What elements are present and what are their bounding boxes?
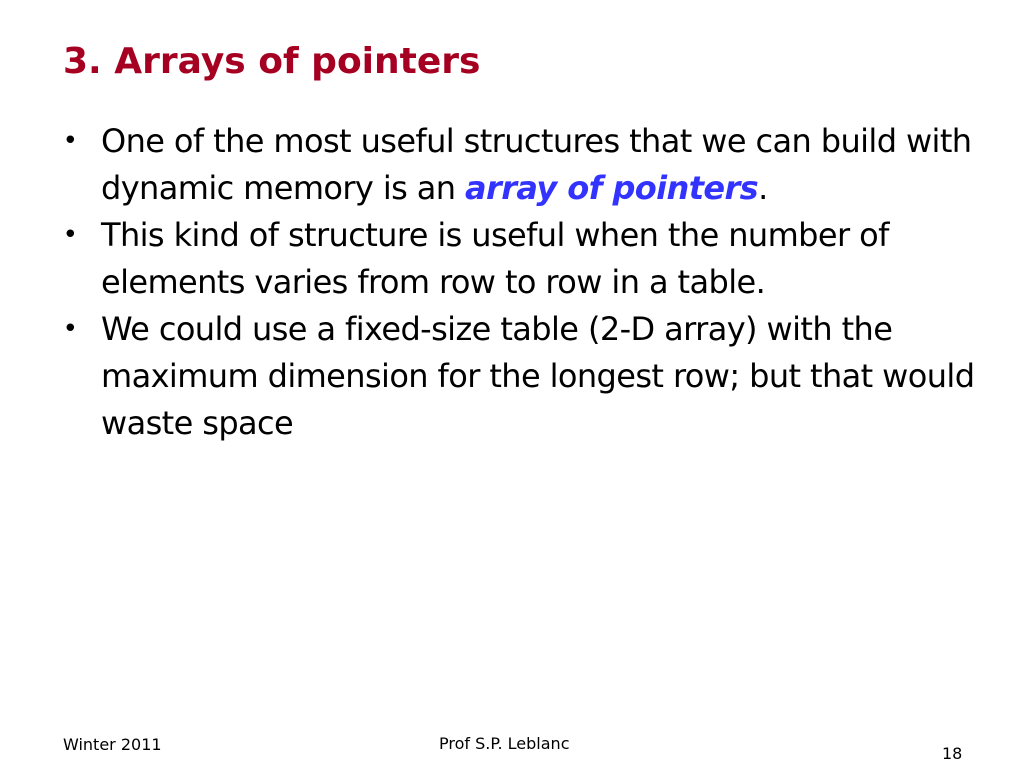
emphasis-array-of-pointers: array of pointers bbox=[465, 169, 759, 207]
bullet-list bbox=[60, 118, 980, 447]
bullet-icon: • bbox=[62, 220, 78, 250]
footer-term: Winter 2011 bbox=[63, 735, 162, 754]
bullet-item-1 bbox=[60, 118, 980, 212]
bullet-item-2 bbox=[60, 212, 980, 306]
bullet-text-1-start: One of the most useful structures that we can build with dynamic memory is an bbox=[101, 122, 972, 207]
bullet-text-2: This kind of structure is useful when the number of elements varies from row to row in a table. bbox=[101, 216, 889, 301]
footer-author: Prof S.P. Leblanc bbox=[439, 734, 570, 753]
bullet-text-3: We could use a fixed-size table (2-D array) with the maximum dimension for the longest row; but that would waste space bbox=[101, 310, 975, 442]
page-number: 18 bbox=[942, 744, 963, 763]
bullet-item-3 bbox=[60, 306, 980, 447]
bullet-text-1-end: . bbox=[758, 169, 768, 207]
bullet-icon: • bbox=[62, 126, 78, 156]
slide-title: 3. Arrays of pointers bbox=[63, 41, 481, 82]
bullet-icon: • bbox=[62, 314, 78, 344]
